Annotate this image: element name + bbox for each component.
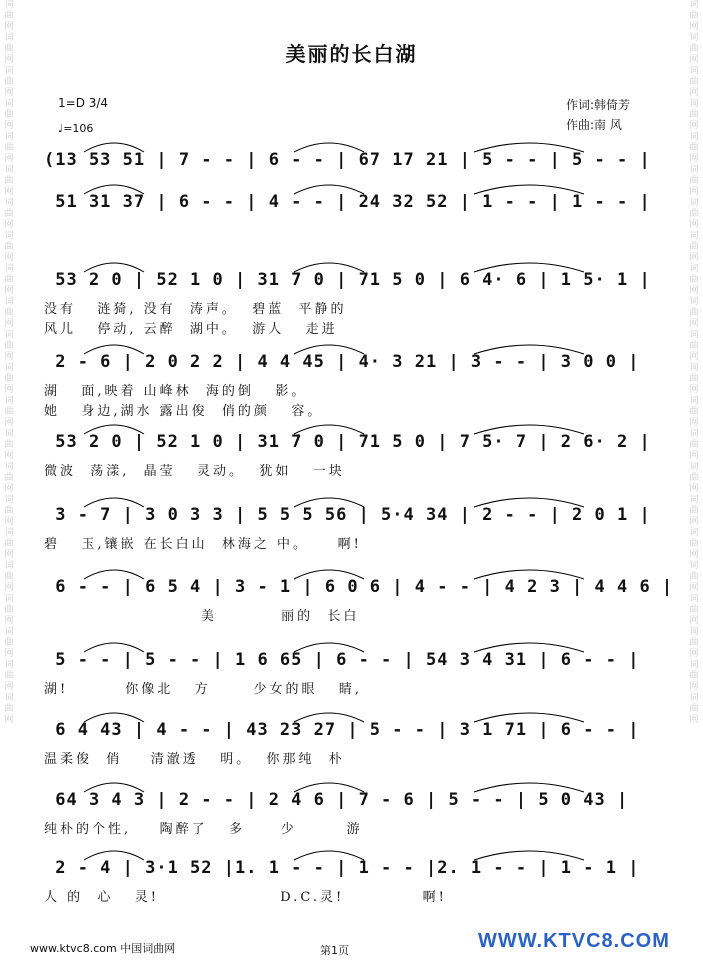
watermark-char: 曲 — [689, 275, 699, 285]
watermark-char: 曲 — [689, 605, 699, 615]
watermark-char: 网 — [4, 22, 14, 32]
lyric-line-1: 温柔俊 俏 清澈透 明。 你那纯 朴 — [44, 752, 345, 767]
watermark-char: 词 — [689, 231, 699, 241]
notation-line: (13 53 51 | 7 - - | 6 - - | 67 17 21 | 5 - - | 5 - - | — [44, 150, 651, 170]
watermark-char: 网 — [4, 88, 14, 98]
notation-line: 6 4 43 | 4 - - | 43 23 27 | 5 - - | 3 1 71 | 6 - - | — [44, 720, 640, 740]
watermark-char: 词 — [4, 132, 14, 142]
watermark-char: 网 — [689, 121, 699, 131]
watermark-char: 词 — [4, 66, 14, 76]
watermark-char: 词 — [4, 198, 14, 208]
watermark-char: 网 — [4, 715, 14, 725]
watermark-char: 网 — [689, 682, 699, 692]
watermark-char: 词 — [689, 165, 699, 175]
lyric-line-1: 纯朴的个性, 陶醉了 多 少 游 — [44, 822, 363, 837]
watermark-char: 词 — [689, 693, 699, 703]
watermark-char: 网 — [4, 649, 14, 659]
watermark-char: 网 — [689, 55, 699, 65]
watermark-char: 网 — [4, 583, 14, 593]
watermark-char: 曲 — [689, 539, 699, 549]
watermark-char: 曲 — [689, 209, 699, 219]
watermark-char: 曲 — [4, 506, 14, 516]
watermark-char: 曲 — [689, 110, 699, 120]
site-logo: WWW.KTVC8.COM — [478, 930, 670, 952]
watermark-char: 网 — [4, 682, 14, 692]
watermark-char: 曲 — [4, 572, 14, 582]
watermark-char: 词 — [689, 66, 699, 76]
watermark-char: 词 — [689, 33, 699, 43]
watermark-char: 网 — [4, 385, 14, 395]
watermark-char: 词 — [4, 231, 14, 241]
watermark-char: 曲 — [689, 77, 699, 87]
watermark-char: 曲 — [4, 11, 14, 21]
watermark-char: 网 — [689, 715, 699, 725]
lyric-line-1: 美 丽的 长白 — [44, 609, 360, 624]
watermark-char: 曲 — [4, 473, 14, 483]
watermark-char: 曲 — [4, 143, 14, 153]
watermark-char: 词 — [4, 660, 14, 670]
watermark-char: 网 — [4, 121, 14, 131]
watermark-char: 网 — [689, 649, 699, 659]
watermark-char: 曲 — [4, 638, 14, 648]
watermark-char: 网 — [689, 583, 699, 593]
lyric-line-1: 湖! 你像北 方 少女的眼 睛, — [44, 682, 363, 697]
watermark-char: 曲 — [689, 143, 699, 153]
watermark-char: 词 — [689, 99, 699, 109]
watermark-char: 网 — [4, 55, 14, 65]
watermark-char: 词 — [689, 363, 699, 373]
watermark-char: 网 — [4, 352, 14, 362]
watermark-char: 词 — [689, 264, 699, 274]
watermark-char: 曲 — [4, 44, 14, 54]
watermark-char: 词 — [689, 627, 699, 637]
watermark-char: 词 — [4, 462, 14, 472]
watermark-char: 曲 — [4, 275, 14, 285]
watermark-char: 曲 — [4, 209, 14, 219]
watermark-char: 网 — [4, 187, 14, 197]
song-title: 美丽的长白湖 — [285, 42, 418, 66]
watermark-char: 网 — [689, 418, 699, 428]
watermark-char: 曲 — [4, 242, 14, 252]
watermark-char: 曲 — [4, 374, 14, 384]
watermark-char: 词 — [689, 132, 699, 142]
watermark-char: 曲 — [4, 407, 14, 417]
watermark-char: 曲 — [689, 176, 699, 186]
watermark-char: 网 — [689, 220, 699, 230]
watermark-char: 词 — [4, 495, 14, 505]
watermark-char: 词 — [689, 0, 699, 10]
watermark-char: 词 — [4, 297, 14, 307]
watermark-char: 词 — [4, 429, 14, 439]
watermark-char: 曲 — [689, 308, 699, 318]
lyricist-credit: 作词:韩倚芳 — [566, 98, 631, 112]
watermark-char: 曲 — [689, 638, 699, 648]
side-watermark-right — [687, 0, 701, 980]
watermark-char: 曲 — [689, 374, 699, 384]
composer-credit: 作曲:南 风 — [566, 118, 622, 132]
watermark-char: 网 — [4, 451, 14, 461]
watermark-char: 曲 — [4, 341, 14, 351]
footer-site-text: www.ktvc8.com 中国词曲网 — [30, 942, 176, 955]
watermark-char: 曲 — [689, 44, 699, 54]
watermark-char: 词 — [4, 363, 14, 373]
watermark-char: 曲 — [689, 671, 699, 681]
watermark-char: 网 — [4, 220, 14, 230]
watermark-char: 网 — [4, 319, 14, 329]
watermark-char: 词 — [689, 495, 699, 505]
notation-line: 51 31 37 | 6 - - | 4 - - | 24 32 52 | 1 - - | 1 - - | — [44, 192, 651, 212]
watermark-char: 网 — [4, 484, 14, 494]
watermark-char: 词 — [4, 264, 14, 274]
watermark-char: 词 — [4, 627, 14, 637]
watermark-char: 网 — [689, 517, 699, 527]
watermark-char: 词 — [689, 330, 699, 340]
watermark-char: 词 — [689, 660, 699, 670]
watermark-char: 词 — [4, 528, 14, 538]
watermark-char: 词 — [4, 33, 14, 43]
watermark-char: 曲 — [689, 242, 699, 252]
watermark-char: 网 — [4, 616, 14, 626]
notation-line: 3 - 7 | 3 0 3 3 | 5 5 5 56 | 5·4 34 | 2 - - | 2 0 1 | — [44, 505, 651, 525]
watermark-char: 网 — [4, 253, 14, 263]
watermark-char: 词 — [689, 429, 699, 439]
lyric-line-1: 碧 玉,镶嵌 在长白山 林海之 中。 啊! — [44, 537, 362, 552]
watermark-char: 网 — [689, 286, 699, 296]
watermark-char: 曲 — [4, 605, 14, 615]
lyric-line-1: 没有 涟猗, 没有 涛声。 碧蓝 平静的 — [44, 302, 347, 317]
lyric-line-2: 风儿 停动, 云醉 湖中。 游人 走进 — [44, 322, 338, 337]
watermark-char: 曲 — [689, 704, 699, 714]
notation-line: 64 3 4 3 | 2 - - | 2 4 6 | 7 - 6 | 5 - - | 5 0 43 | — [44, 790, 629, 810]
watermark-char: 词 — [689, 396, 699, 406]
watermark-char: 词 — [4, 165, 14, 175]
watermark-char: 网 — [689, 253, 699, 263]
watermark-char: 曲 — [4, 308, 14, 318]
watermark-char: 词 — [689, 462, 699, 472]
side-watermark-left — [2, 0, 16, 980]
watermark-char: 网 — [689, 352, 699, 362]
watermark-char: 曲 — [4, 110, 14, 120]
lyric-line-1: 人 的 心 灵! D.C.灵! 啊! — [44, 890, 447, 905]
watermark-char: 曲 — [689, 11, 699, 21]
lyric-line-2: 她 身边,湖水 露出俊 俏的颜 容。 — [44, 404, 324, 419]
watermark-char: 曲 — [689, 572, 699, 582]
watermark-char: 网 — [689, 187, 699, 197]
notation-line: 53 2 0 | 52 1 0 | 31 7 0 | 71 5 0 | 7 5· 7 | 2 6· 2 | — [44, 432, 651, 452]
watermark-char: 曲 — [689, 407, 699, 417]
watermark-char: 网 — [689, 451, 699, 461]
watermark-char: 词 — [689, 594, 699, 604]
watermark-char: 曲 — [4, 704, 14, 714]
watermark-char: 网 — [689, 484, 699, 494]
watermark-char: 网 — [689, 550, 699, 560]
watermark-char: 网 — [4, 286, 14, 296]
key-signature: 1=D 3/4 — [58, 96, 109, 110]
watermark-char: 网 — [689, 22, 699, 32]
watermark-char: 词 — [4, 594, 14, 604]
watermark-char: 词 — [689, 528, 699, 538]
watermark-char: 曲 — [4, 539, 14, 549]
lyric-line-1: 湖 面,映着 山峰林 海的倒 影。 — [44, 384, 308, 399]
watermark-char: 网 — [689, 385, 699, 395]
watermark-char: 网 — [4, 154, 14, 164]
notation-line: 5 - - | 5 - - | 1 6 65 | 6 - - | 54 3 4 31 | 6 - - | — [44, 650, 640, 670]
watermark-char: 词 — [4, 693, 14, 703]
watermark-char: 曲 — [689, 440, 699, 450]
watermark-char: 网 — [689, 319, 699, 329]
lyric-line-1: 微波 荡漾, 晶莹 灵动。 犹如 一块 — [44, 464, 345, 479]
watermark-char: 曲 — [4, 77, 14, 87]
watermark-char: 词 — [689, 297, 699, 307]
watermark-char: 网 — [689, 88, 699, 98]
notation-line: 2 - 6 | 2 0 2 2 | 4 4 45 | 4· 3 21 | 3 - - | 3 0 0 | — [44, 352, 640, 372]
notation-line: 53 2 0 | 52 1 0 | 31 7 0 | 71 5 0 | 6 4· 6 | 1 5· 1 | — [44, 270, 651, 290]
watermark-char: 词 — [689, 561, 699, 571]
watermark-char: 词 — [4, 396, 14, 406]
watermark-char: 词 — [689, 198, 699, 208]
watermark-char: 曲 — [689, 473, 699, 483]
page-number: 第1页 — [320, 944, 349, 957]
tempo-marking: ♩=106 — [58, 122, 94, 135]
notation-line: 6 - - | 6 5 4 | 3 - 1 | 6 0 6 | 4 - - | 4 2 3 | 4 4 6 | — [44, 577, 674, 597]
watermark-char: 网 — [4, 517, 14, 527]
watermark-char: 词 — [4, 0, 14, 10]
watermark-char: 网 — [689, 154, 699, 164]
watermark-char: 网 — [689, 616, 699, 626]
watermark-char: 曲 — [4, 671, 14, 681]
watermark-char: 网 — [4, 550, 14, 560]
watermark-char: 曲 — [689, 341, 699, 351]
watermark-char: 词 — [4, 99, 14, 109]
watermark-char: 网 — [4, 418, 14, 428]
watermark-char: 曲 — [4, 176, 14, 186]
watermark-char: 词 — [4, 561, 14, 571]
watermark-char: 曲 — [689, 506, 699, 516]
notation-line: 2 - 4 | 3·1 52 |1. 1 - - | 1 - - |2. 1 - - | 1 - 1 | — [44, 858, 640, 878]
watermark-char: 曲 — [4, 440, 14, 450]
watermark-char: 词 — [4, 330, 14, 340]
